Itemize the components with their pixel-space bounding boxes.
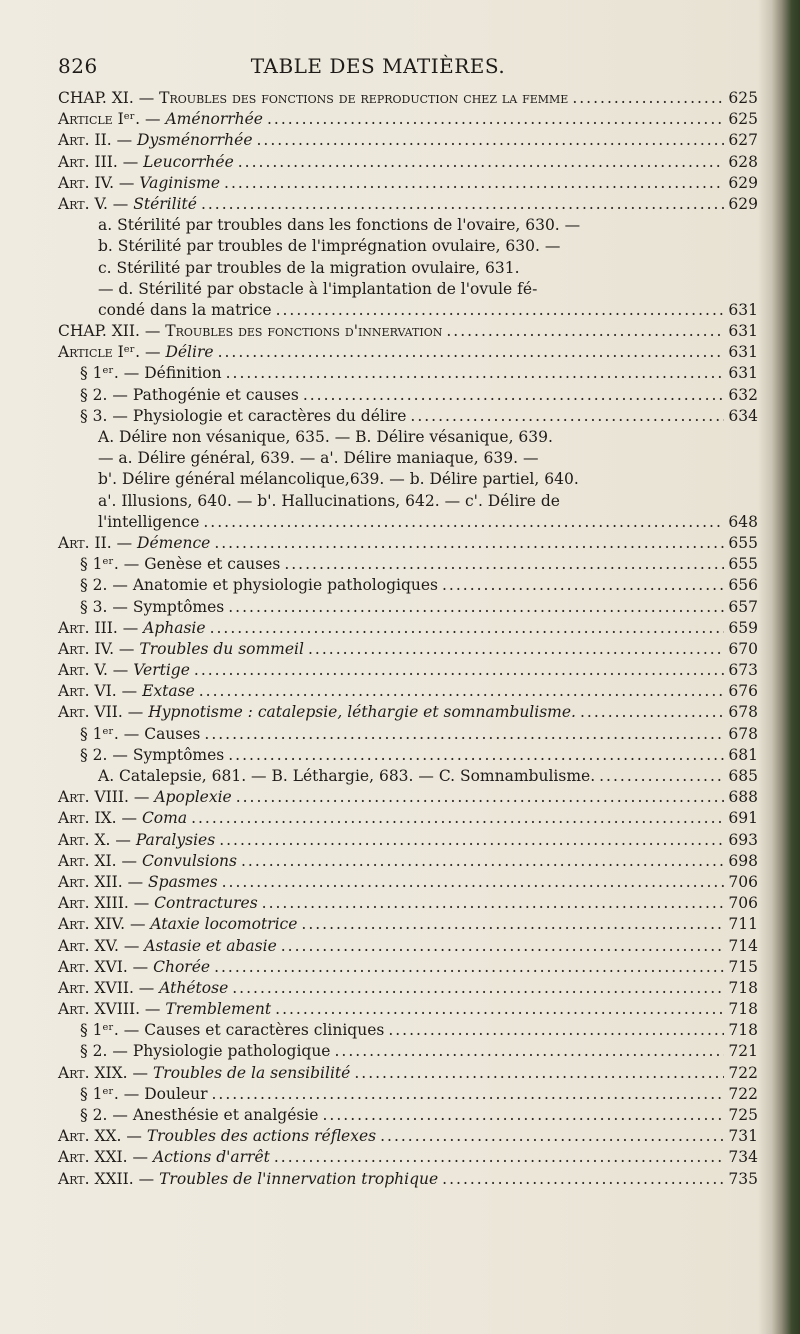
toc-entry-section bbox=[58, 575, 758, 596]
dot-leader bbox=[262, 893, 725, 914]
toc-entry-heading bbox=[58, 342, 214, 363]
toc-entry-title: Hypnotisme : catalepsie, léthargie et somnambulisme. bbox=[148, 703, 576, 722]
toc-entry-label: Art. XI. — bbox=[58, 851, 137, 870]
dot-leader bbox=[334, 1041, 724, 1062]
dot-leader bbox=[580, 702, 724, 723]
toc-entry-heading bbox=[58, 618, 206, 639]
dot-leader bbox=[281, 936, 725, 957]
toc-page-number: 681 bbox=[728, 745, 758, 764]
toc-entry-title: Aphasie bbox=[143, 618, 206, 637]
toc-entry-title: Démence bbox=[137, 533, 211, 552]
toc-entry-heading bbox=[58, 957, 210, 978]
toc-entry-label: § 2. — bbox=[80, 1106, 128, 1124]
toc-page-number: 688 bbox=[728, 788, 758, 807]
toc-page-number: 721 bbox=[728, 1042, 758, 1061]
toc-entry-title: Leucorrhée bbox=[143, 152, 234, 171]
toc-entry-heading bbox=[58, 88, 568, 109]
toc-entry-label: Art. VII. — bbox=[58, 703, 144, 722]
toc-page-number: 659 bbox=[728, 618, 758, 637]
toc-entry-label: Art. II. — bbox=[58, 533, 133, 552]
toc-entry-label: Art. V. — bbox=[58, 194, 129, 213]
toc-entry-label: § 2. — bbox=[80, 576, 128, 595]
toc-paragraph-line: b. Stérilité par troubles de l'imprégnation ovulaire, 630. — bbox=[98, 237, 561, 256]
toc-entry-text: A. Catalepsie, 681. — B. Léthargie, 683. — C. Somnambulisme. bbox=[98, 767, 596, 785]
toc-entry-para-end bbox=[58, 766, 758, 787]
dot-leader bbox=[276, 300, 725, 321]
page-title: TABLE DES MATIÈRES. bbox=[250, 54, 506, 78]
toc-entry-title: Ataxie locomotrice bbox=[150, 915, 298, 934]
toc-entry-heading bbox=[58, 130, 253, 151]
page-gutter-shadow bbox=[758, 0, 772, 1334]
dot-leader bbox=[303, 385, 725, 406]
toc-entry-label: Art. VI. — bbox=[58, 682, 138, 701]
dot-leader bbox=[228, 745, 724, 766]
toc-entry-article bbox=[58, 533, 758, 554]
toc-page-number: 734 bbox=[728, 1148, 758, 1167]
toc-entry-title: Tremblement bbox=[165, 1000, 272, 1019]
toc-entry-title: Vaginisme bbox=[139, 173, 221, 192]
dot-leader bbox=[301, 914, 724, 935]
toc-entry-article bbox=[58, 808, 758, 829]
toc-entry-heading bbox=[80, 745, 224, 766]
toc-page-number: 631 bbox=[728, 322, 758, 341]
toc-entry-label: Art. II. — bbox=[58, 131, 133, 150]
toc-entry-label: § 1ᵉʳ. — bbox=[80, 364, 140, 383]
toc-page-number: 656 bbox=[728, 576, 758, 595]
toc-page-number: 631 bbox=[728, 300, 758, 319]
toc-entry-article bbox=[58, 660, 758, 681]
toc-entry-label: § 3. — bbox=[80, 597, 128, 616]
toc-page-number: 629 bbox=[728, 173, 758, 192]
toc-entry-article bbox=[58, 999, 758, 1020]
toc-entry-label: Art. XII. — bbox=[58, 872, 144, 891]
toc-entry-label: § 2. — bbox=[80, 745, 128, 764]
toc-entry-title: Extase bbox=[142, 682, 195, 701]
toc-entry-title: Paralysies bbox=[135, 830, 216, 849]
toc-entry-label: Art. XIX. — bbox=[58, 1063, 149, 1082]
toc-entry-heading bbox=[58, 321, 442, 342]
toc-entry-article bbox=[58, 787, 758, 808]
toc-entry-heading bbox=[80, 1020, 384, 1041]
toc-page-number: 735 bbox=[728, 1169, 758, 1188]
table-of-contents bbox=[58, 88, 758, 1190]
toc-entry-article bbox=[58, 936, 758, 957]
toc-entry-title: Spasmes bbox=[148, 872, 218, 891]
toc-entry-para-end bbox=[58, 300, 758, 321]
toc-page-number: 625 bbox=[728, 89, 758, 107]
toc-entry-heading bbox=[58, 173, 220, 194]
toc-entry-article bbox=[58, 872, 758, 893]
toc-entry-label: § 2. — bbox=[80, 1042, 128, 1061]
toc-entry-label: Art. V. — bbox=[58, 661, 129, 680]
toc-entry-article bbox=[58, 109, 758, 130]
dot-leader bbox=[211, 1084, 724, 1105]
toc-entry-text: condé dans la matrice bbox=[98, 300, 272, 319]
toc-entry-title: Douleur bbox=[144, 1084, 208, 1103]
toc-entry-heading bbox=[80, 575, 438, 596]
toc-page-number: 714 bbox=[728, 936, 758, 955]
toc-entry-label: Art. XIV. — bbox=[58, 915, 146, 934]
toc-entry-article bbox=[58, 618, 758, 639]
toc-entry-heading bbox=[58, 999, 271, 1020]
toc-entry-section bbox=[58, 406, 758, 427]
dot-leader bbox=[410, 406, 724, 427]
toc-page-number: 676 bbox=[728, 682, 758, 701]
toc-entry-title: Troubles des fonctions d'innervation bbox=[165, 322, 443, 341]
toc-entry-heading bbox=[58, 787, 232, 808]
dot-leader bbox=[204, 724, 724, 745]
toc-entry-heading bbox=[58, 702, 576, 723]
toc-page-number: 722 bbox=[728, 1084, 758, 1103]
toc-entry-heading bbox=[80, 1041, 330, 1062]
toc-entry-label: Art. III. — bbox=[58, 152, 139, 171]
toc-entry-article bbox=[58, 893, 758, 914]
toc-paragraph-line: c. Stérilité par troubles de la migration ovulaire, 631. bbox=[98, 258, 520, 277]
toc-entry-label: CHAP. XII. — bbox=[58, 322, 161, 341]
toc-entry-heading bbox=[58, 808, 187, 829]
toc-entry-heading bbox=[58, 851, 237, 872]
toc-entry-label: Art. XXII. — bbox=[58, 1169, 155, 1188]
dot-leader bbox=[257, 130, 725, 151]
toc-entry-heading bbox=[80, 597, 224, 618]
toc-page-number: 648 bbox=[728, 512, 758, 531]
toc-entry-heading bbox=[58, 830, 215, 851]
toc-page-number: 678 bbox=[728, 724, 758, 743]
toc-entry-label: Art. XVI. — bbox=[58, 957, 149, 976]
dot-leader bbox=[228, 597, 724, 618]
dot-leader bbox=[218, 342, 725, 363]
toc-entry-title: Causes et caractères cliniques bbox=[144, 1021, 385, 1040]
toc-entry-title: Anesthésie et analgésie bbox=[132, 1106, 319, 1124]
toc-entry-para-end bbox=[58, 512, 758, 533]
toc-entry-title: Vertige bbox=[133, 661, 190, 680]
dot-leader bbox=[199, 681, 725, 702]
toc-entry-title: Troubles des fonctions de reproduction chez la femme bbox=[159, 89, 569, 107]
toc-entry-heading bbox=[80, 724, 200, 745]
toc-page-number: 634 bbox=[728, 406, 758, 425]
toc-entry-heading bbox=[58, 660, 190, 681]
toc-entry-title: Troubles des actions réflexes bbox=[146, 1127, 377, 1146]
toc-entry-title: Coma bbox=[141, 809, 188, 828]
dot-leader bbox=[214, 957, 724, 978]
toc-paragraph-line: A. Délire non vésanique, 635. — B. Délire vésanique, 639. bbox=[98, 428, 553, 446]
toc-entry-heading bbox=[58, 639, 304, 660]
toc-entry-heading bbox=[58, 1147, 270, 1168]
dot-leader bbox=[224, 173, 724, 194]
toc-entry-label: Art. X. — bbox=[58, 830, 131, 849]
toc-entry-heading bbox=[58, 533, 210, 554]
toc-entry-heading bbox=[80, 385, 299, 406]
toc-page-number: 685 bbox=[728, 767, 758, 785]
dot-leader bbox=[214, 533, 724, 554]
toc-page-number: 627 bbox=[728, 131, 758, 150]
toc-entry-title: Symptômes bbox=[132, 745, 225, 764]
toc-page-number: 725 bbox=[728, 1106, 758, 1124]
toc-entry-label: § 1ᵉʳ. — bbox=[80, 1084, 140, 1103]
toc-entry-label: § 1ᵉʳ. — bbox=[80, 555, 140, 574]
toc-page-number: 718 bbox=[728, 978, 758, 997]
toc-page-number: 628 bbox=[728, 152, 758, 171]
toc-page-number: 629 bbox=[728, 194, 758, 213]
toc-entry-article bbox=[58, 957, 758, 978]
toc-entry-label: § 2. — bbox=[80, 385, 128, 404]
toc-page-number: 655 bbox=[728, 555, 758, 574]
toc-entry-section bbox=[58, 597, 758, 618]
dot-leader bbox=[267, 109, 724, 130]
toc-entry-label: Art. XVIII. — bbox=[58, 1000, 161, 1019]
toc-page-number: 718 bbox=[728, 1021, 758, 1040]
toc-page-number: 718 bbox=[728, 1000, 758, 1019]
toc-entry-label: Art. VIII. — bbox=[58, 788, 150, 807]
toc-page-number: 625 bbox=[728, 110, 758, 129]
toc-page-number: 670 bbox=[728, 639, 758, 658]
toc-entry-heading bbox=[58, 194, 197, 215]
toc-entry-article bbox=[58, 914, 758, 935]
toc-page-number: 631 bbox=[728, 343, 758, 362]
toc-entry-article bbox=[58, 851, 758, 872]
dot-leader bbox=[446, 321, 724, 342]
dot-leader bbox=[599, 766, 724, 787]
toc-page-number: 655 bbox=[728, 533, 758, 552]
toc-entry-label: Article Iᵉʳ. — bbox=[58, 343, 161, 362]
toc-entry-article bbox=[58, 1063, 758, 1084]
toc-entry-label: Art. III. — bbox=[58, 618, 139, 637]
toc-entry-article bbox=[58, 194, 758, 215]
toc-entry-label: CHAP. XI. — bbox=[58, 89, 155, 107]
toc-entry-heading bbox=[58, 1063, 350, 1084]
dot-leader bbox=[203, 512, 724, 533]
toc-entry-title: Pathogénie et causes bbox=[132, 385, 299, 404]
dot-leader bbox=[210, 618, 725, 639]
toc-entry-title: Genèse et causes bbox=[144, 555, 281, 574]
dot-leader bbox=[194, 660, 725, 681]
dot-leader bbox=[322, 1105, 724, 1126]
dot-leader bbox=[442, 575, 724, 596]
toc-entry-heading bbox=[58, 1169, 438, 1190]
dot-leader bbox=[201, 194, 724, 215]
toc-entry-label: Art. XX. — bbox=[58, 1127, 142, 1146]
dot-leader bbox=[572, 88, 724, 109]
toc-entry-chapter bbox=[58, 321, 758, 342]
page-number: 826 bbox=[58, 54, 98, 78]
toc-entry-article bbox=[58, 130, 758, 151]
toc-paragraph-line: — d. Stérilité par obstacle à l'implantation de l'ovule fé- bbox=[98, 279, 538, 298]
toc-paragraph-line: — a. Délire général, 639. — a'. Délire maniaque, 639. — bbox=[98, 449, 539, 468]
toc-entry-title: Apoplexie bbox=[154, 788, 232, 807]
toc-page-number: 698 bbox=[728, 851, 758, 870]
toc-paragraph-line: a'. Illusions, 640. — b'. Hallucinations, 642. — c'. Délire de bbox=[98, 491, 560, 510]
toc-entry-title: Athétose bbox=[159, 978, 229, 997]
dot-leader bbox=[236, 787, 725, 808]
toc-entry-label: § 1ᵉʳ. — bbox=[80, 1021, 140, 1040]
toc-entry-title: Troubles de la sensibilité bbox=[152, 1063, 351, 1082]
toc-page-number: 631 bbox=[728, 364, 758, 383]
toc-entry-section bbox=[58, 1084, 758, 1105]
toc-entry-heading bbox=[58, 936, 277, 957]
toc-entry-label: Art. IV. — bbox=[58, 173, 135, 192]
toc-entry-article bbox=[58, 152, 758, 173]
dot-leader bbox=[226, 363, 725, 384]
toc-entry-article bbox=[58, 702, 758, 723]
toc-page-number: 691 bbox=[728, 809, 758, 828]
toc-entry-article bbox=[58, 1147, 758, 1168]
toc-page-number: 632 bbox=[728, 385, 758, 404]
toc-page-number: 693 bbox=[728, 830, 758, 849]
toc-entry-title: Physiologie pathologique bbox=[132, 1042, 331, 1061]
toc-entry-heading bbox=[58, 1126, 376, 1147]
toc-page-number: 722 bbox=[728, 1063, 758, 1082]
toc-page-number: 706 bbox=[728, 894, 758, 913]
dot-leader bbox=[388, 1020, 724, 1041]
toc-paragraph-line: b'. Délire général mélancolique,639. — b. Délire partiel, 640. bbox=[98, 470, 579, 489]
toc-entry-title: Troubles de l'innervation trophique bbox=[159, 1169, 439, 1188]
toc-entry-heading bbox=[80, 554, 280, 575]
toc-page-number: 673 bbox=[728, 661, 758, 680]
toc-paragraph-line: a. Stérilité par troubles dans les fonctions de l'ovaire, 630. — bbox=[98, 216, 581, 235]
toc-entry-label: Art. IV. — bbox=[58, 639, 135, 658]
toc-page-number: 711 bbox=[728, 915, 758, 934]
dot-leader bbox=[442, 1169, 724, 1190]
toc-entry-label: Art. XIII. — bbox=[58, 894, 150, 913]
toc-entry-title: Aménorrhée bbox=[165, 110, 263, 129]
toc-entry-heading bbox=[80, 1105, 318, 1126]
toc-entry-heading bbox=[58, 681, 195, 702]
toc-entry-title: Délire bbox=[165, 343, 214, 362]
toc-entry-article bbox=[58, 1126, 758, 1147]
toc-entry-title: Physiologie et caractères du délire bbox=[132, 406, 407, 425]
toc-page-number: 706 bbox=[728, 872, 758, 891]
toc-entry-title: Stérilité bbox=[133, 194, 197, 213]
toc-entry-article bbox=[58, 342, 758, 363]
toc-entry-article bbox=[58, 830, 758, 851]
toc-entry-article bbox=[58, 639, 758, 660]
toc-entry-heading bbox=[58, 872, 218, 893]
toc-entry-title: Anatomie et physiologie pathologiques bbox=[132, 576, 438, 595]
toc-page-number: 657 bbox=[728, 597, 758, 616]
toc-entry-section bbox=[58, 1105, 758, 1126]
toc-entry-label: Art. IX. — bbox=[58, 809, 137, 828]
toc-entry-article bbox=[58, 173, 758, 194]
toc-entry-heading bbox=[58, 978, 228, 999]
dot-leader bbox=[308, 639, 724, 660]
book-spine bbox=[772, 0, 800, 1334]
toc-entry-title: Définition bbox=[144, 364, 222, 383]
toc-entry-title: Dysménorrhée bbox=[137, 131, 253, 150]
toc-entry-section bbox=[58, 385, 758, 406]
toc-entry-heading bbox=[58, 109, 263, 130]
toc-entry-title: Troubles du sommeil bbox=[139, 639, 304, 658]
toc-entry-article bbox=[58, 681, 758, 702]
dot-leader bbox=[219, 830, 724, 851]
toc-entry-label: Article Iᵉʳ. — bbox=[58, 110, 161, 129]
dot-leader bbox=[284, 554, 724, 575]
toc-page-number: 678 bbox=[728, 703, 758, 722]
toc-entry-section bbox=[58, 724, 758, 745]
dot-leader bbox=[275, 999, 724, 1020]
toc-entry-title: Symptômes bbox=[132, 597, 225, 616]
toc-entry-heading bbox=[80, 1084, 207, 1105]
toc-entry-heading bbox=[80, 406, 406, 427]
toc-entry-heading bbox=[80, 363, 222, 384]
toc-entry-heading bbox=[58, 152, 234, 173]
dot-leader bbox=[238, 152, 725, 173]
dot-leader bbox=[191, 808, 724, 829]
toc-entry-text: l'intelligence bbox=[98, 512, 200, 531]
toc-entry-label: Art. XV. — bbox=[58, 936, 140, 955]
toc-entry-section bbox=[58, 363, 758, 384]
toc-entry-label: § 3. — bbox=[80, 406, 128, 425]
dot-leader bbox=[232, 978, 724, 999]
toc-entry-title: Astasie et abasie bbox=[144, 936, 277, 955]
toc-entry-title: Contractures bbox=[154, 894, 258, 913]
toc-entry-label: § 1ᵉʳ. — bbox=[80, 724, 140, 743]
dot-leader bbox=[380, 1126, 724, 1147]
dot-leader bbox=[222, 872, 725, 893]
toc-entry-chapter bbox=[58, 88, 758, 109]
toc-entry-label: Art. XVII. — bbox=[58, 978, 155, 997]
toc-entry-section bbox=[58, 1020, 758, 1041]
toc-entry-heading bbox=[58, 893, 258, 914]
toc-entry-article bbox=[58, 1169, 758, 1190]
toc-page-number: 715 bbox=[728, 957, 758, 976]
dot-leader bbox=[241, 851, 724, 872]
toc-entry-label: Art. XXI. — bbox=[58, 1148, 149, 1167]
toc-entry-article bbox=[58, 978, 758, 999]
toc-entry-section bbox=[58, 1041, 758, 1062]
toc-entry-section bbox=[58, 554, 758, 575]
dot-leader bbox=[274, 1147, 725, 1168]
toc-page-number: 731 bbox=[728, 1127, 758, 1146]
toc-entry-title: Actions d'arrêt bbox=[152, 1148, 270, 1167]
toc-entry-section bbox=[58, 745, 758, 766]
toc-entry-title: Convulsions bbox=[141, 851, 237, 870]
toc-entry-title: Causes bbox=[144, 724, 201, 743]
toc-entry-title: Chorée bbox=[153, 957, 211, 976]
dot-leader bbox=[354, 1063, 724, 1084]
toc-entry-heading bbox=[58, 914, 297, 935]
